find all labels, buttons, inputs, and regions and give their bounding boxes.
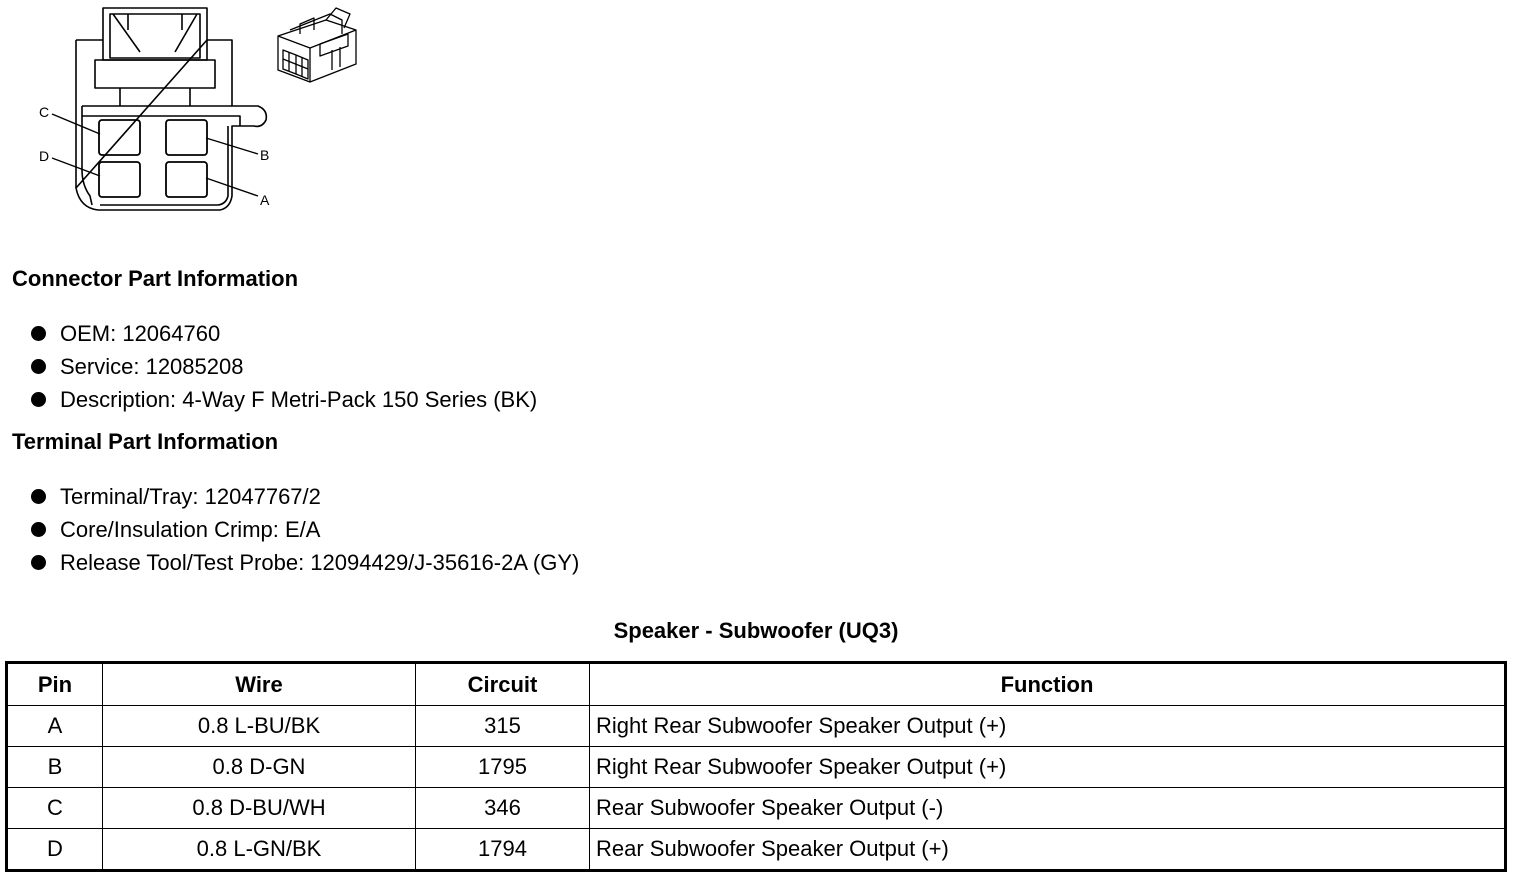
- bullet-icon: [31, 555, 46, 570]
- cell-wire: 0.8 D-BU/WH: [103, 788, 416, 829]
- connector-diagram: [0, 0, 400, 220]
- terminal-cavities: [99, 120, 207, 197]
- cell-function: Rear Subwoofer Speaker Output (-): [590, 788, 1506, 829]
- table-row: [7, 706, 1506, 747]
- pinout-table: [5, 661, 1507, 872]
- pin-label-c: C: [39, 104, 50, 120]
- cell-function: Right Rear Subwoofer Speaker Output (+): [590, 747, 1506, 788]
- bullet-icon: [31, 326, 46, 341]
- connector-info-list: [10, 317, 537, 416]
- bullet-icon: [31, 522, 46, 537]
- cell-circuit: 315: [416, 706, 590, 747]
- cell-pin: C: [7, 788, 103, 829]
- cavity-b: [166, 120, 207, 155]
- bullet-icon: [31, 392, 46, 407]
- cavity-a: [166, 162, 207, 197]
- header-pin: Pin: [7, 663, 103, 706]
- terminal-tray: Terminal/Tray: 12047767/2: [60, 484, 321, 509]
- table-title: Speaker - Subwoofer (UQ3): [613, 618, 899, 643]
- header-circuit: Circuit: [416, 663, 590, 706]
- cell-circuit: 1794: [416, 829, 590, 871]
- list-item: [10, 513, 579, 546]
- cell-wire: 0.8 L-GN/BK: [103, 829, 416, 871]
- pin-label-b: B: [260, 147, 270, 163]
- terminal-info-list: [10, 480, 579, 579]
- terminal-info-heading: Terminal Part Information: [12, 429, 279, 454]
- list-item: [10, 350, 537, 383]
- terminal-crimp: Core/Insulation Crimp: E/A: [60, 517, 321, 542]
- connector-info-heading: Connector Part Information: [12, 266, 299, 291]
- cell-wire: 0.8 D-GN: [103, 747, 416, 788]
- header-function: Function: [590, 663, 1506, 706]
- table-row: [7, 788, 1506, 829]
- cell-function: Right Rear Subwoofer Speaker Output (+): [590, 706, 1506, 747]
- table-header-row: [7, 663, 1506, 706]
- pin-label-d: D: [39, 148, 50, 164]
- pin-label-a: A: [260, 192, 270, 208]
- header-wire: Wire: [103, 663, 416, 706]
- list-item: [10, 317, 537, 350]
- list-item: [10, 546, 579, 579]
- terminal-release-tool: Release Tool/Test Probe: 12094429/J-35616-2A (GY): [60, 550, 580, 575]
- list-item: [10, 383, 537, 416]
- cell-function: Rear Subwoofer Speaker Output (+): [590, 829, 1506, 871]
- cavity-d: [99, 162, 140, 197]
- cell-pin: B: [7, 747, 103, 788]
- cell-circuit: 1795: [416, 747, 590, 788]
- connector-service: Service: 12085208: [60, 354, 244, 379]
- cell-pin: A: [7, 706, 103, 747]
- list-item: [10, 480, 579, 513]
- cell-circuit: 346: [416, 788, 590, 829]
- cavity-c: [99, 120, 140, 155]
- cell-wire: 0.8 L-BU/BK: [103, 706, 416, 747]
- connector-oem: OEM: 12064760: [60, 321, 221, 346]
- bullet-icon: [31, 489, 46, 504]
- connector-description: Description: 4-Way F Metri-Pack 150 Series (BK): [60, 387, 538, 412]
- bullet-icon: [31, 359, 46, 374]
- table-row: [7, 829, 1506, 871]
- table-row: [7, 747, 1506, 788]
- connector-isometric-icon: [278, 8, 356, 82]
- cell-pin: D: [7, 829, 103, 871]
